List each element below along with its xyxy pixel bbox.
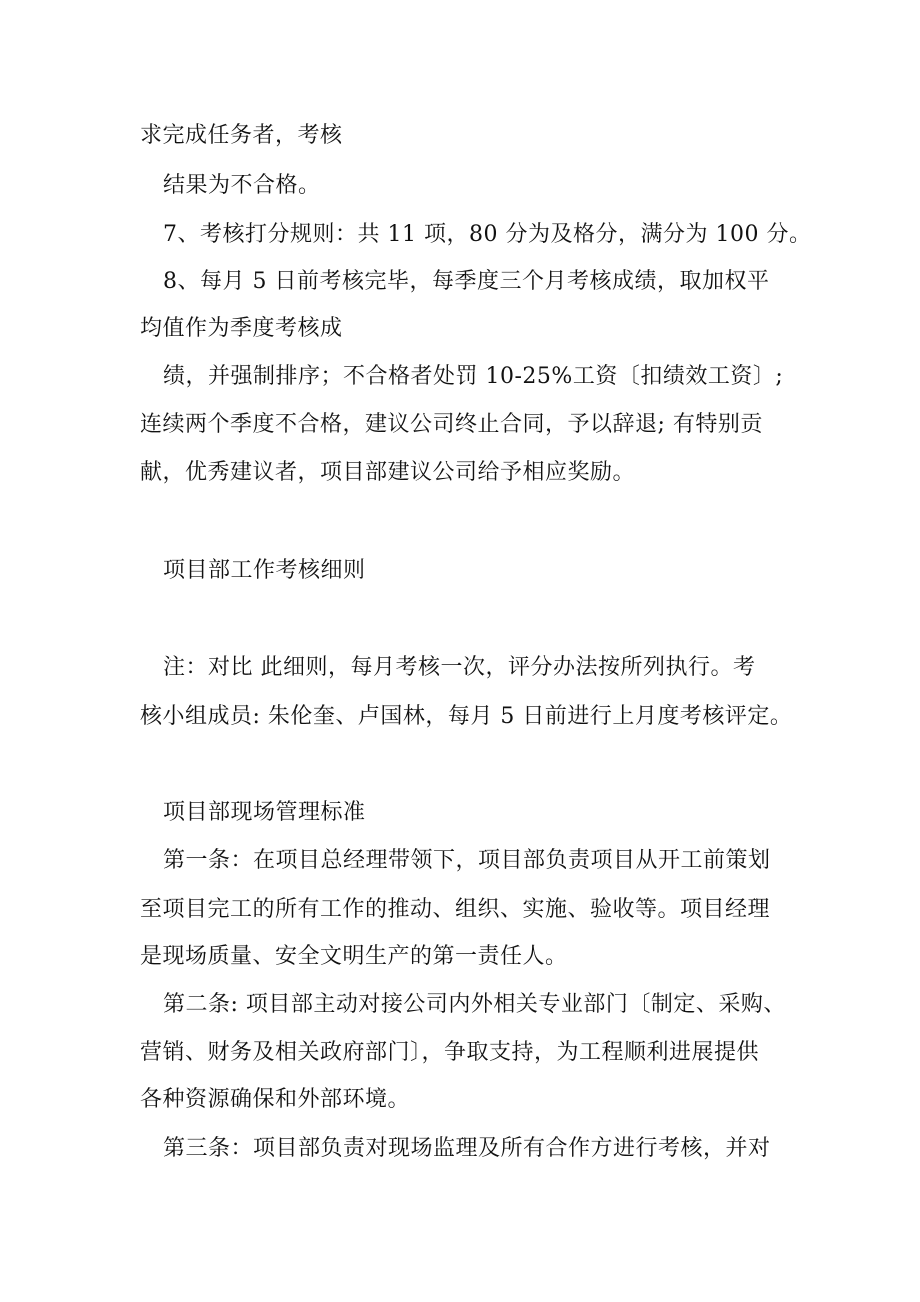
text-line: 结果为不合格。 bbox=[163, 173, 321, 198]
text-line: 7、考核打分规则：共 11 项，80 分为及格分，满分为 100 分。 bbox=[163, 222, 812, 247]
text-line: 核小组成员: 朱伦奎、卢国林，每月 5 日前进行上月度考核评定。 bbox=[140, 704, 793, 729]
text-line: 8、每月 5 日前考核完毕，每季度三个月考核成绩，取加权平 bbox=[163, 269, 770, 294]
text-line: 均值作为季度考核成 bbox=[140, 316, 343, 341]
text-line: 连续两个季度不合格，建议公司终止合同，予以辞退; 有特别贡 bbox=[140, 412, 763, 437]
text-line: 献，优秀建议者，项目部建议公司给予相应奖励。 bbox=[140, 460, 636, 485]
text-line: 注：对比 此细则，每月考核一次，评分办法按所列执行。考 bbox=[163, 655, 756, 680]
text-line: 第三条：项目部负责对现场监理及所有合作方进行考核，并对 bbox=[163, 1136, 771, 1161]
section-heading: 项目部现场管理标准 bbox=[163, 800, 366, 825]
text-line: 营销、财务及相关政府部门〕，争取支持，为工程顺利进展提供 bbox=[140, 1040, 760, 1065]
text-line: 至项目完工的所有工作的推动、组织、实施、验收等。项目经理 bbox=[140, 897, 771, 922]
section-heading: 项目部工作考核细则 bbox=[163, 558, 366, 583]
text-line: 求完成任务者，考核 bbox=[140, 123, 343, 148]
text-line: 各种资源确保和外部环境。 bbox=[140, 1087, 411, 1112]
text-line: 第二条: 项目部主动对接公司内外相关专业部门〔制定、采购、 bbox=[163, 992, 786, 1017]
text-line: 绩，并强制排序；不合格者处罚 10-25%工资〔扣绩效工资〕; bbox=[163, 364, 784, 389]
text-line: 是现场质量、安全文明生产的第一责任人。 bbox=[140, 944, 568, 969]
text-line: 第一条：在项目总经理带领下，项目部负责项目从开工前策划 bbox=[163, 848, 771, 873]
